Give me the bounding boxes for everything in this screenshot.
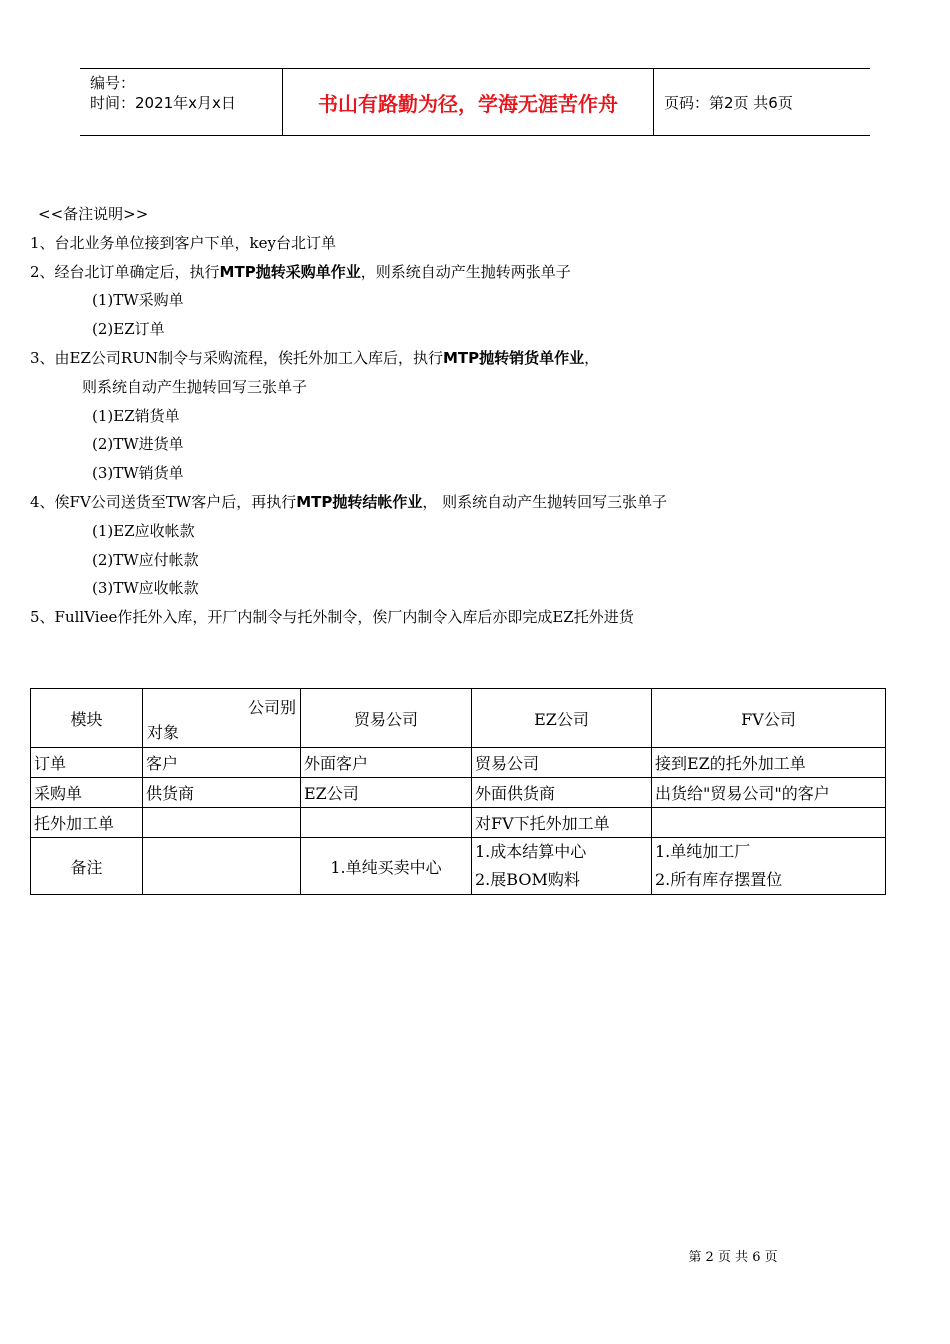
table-cell <box>143 838 301 895</box>
table-cell: 贸易公司 <box>472 748 652 778</box>
table-row-remark <box>31 838 886 895</box>
note-text: 2、经台北订单确定后，执行 <box>30 262 220 281</box>
table-cell: 采购单 <box>31 778 143 808</box>
note-sub-item: (2)TW应付帐款 <box>92 550 199 569</box>
page-header <box>80 68 870 136</box>
header-page-label: 页码：第2页 共6页 <box>664 93 793 112</box>
note-item-3 <box>30 344 910 373</box>
header-object: 对象 <box>147 723 180 742</box>
header-trade-company: 贸易公司 <box>301 689 472 748</box>
note-text: 3、由EZ公司RUN制令与采购流程，俟托外加工入库后，执行 <box>30 348 443 367</box>
table-cell: 外面客户 <box>301 748 472 778</box>
note-item-3-cont: 则系统自动产生抛转回写三张单子 <box>82 377 308 396</box>
remark-ez-line: 2.展BOM购料 <box>475 870 580 889</box>
note-bold-text: MTP抛转结帐作业 <box>296 492 423 511</box>
note-item-1: 1、台北业务单位接到客户下单，key台北订单 <box>30 233 336 252</box>
remark-fv-line: 1.单纯加工厂 <box>655 842 751 861</box>
table-cell <box>301 808 472 838</box>
note-sub-item: (1)EZ销货单 <box>92 406 180 425</box>
remark-fv <box>652 838 886 895</box>
remark-label: 备注 <box>31 838 143 895</box>
note-sub-item: (1)TW采购单 <box>92 291 184 310</box>
table-cell: 客户 <box>143 748 301 778</box>
number-label: 编号： <box>90 74 136 92</box>
remark-fv-line: 2.所有库存摆置位 <box>655 870 783 889</box>
header-company-type: 公司别 <box>247 698 296 717</box>
table-cell: 订单 <box>31 748 143 778</box>
company-document-table <box>30 688 886 895</box>
remark-ez <box>472 838 652 895</box>
table-row <box>31 748 886 778</box>
note-sub-item: (1)EZ应收帐款 <box>92 521 195 540</box>
note-text: ，则系统自动产生抛转两张单子 <box>360 262 571 281</box>
note-sub-item: (2)EZ订单 <box>92 320 165 339</box>
page-footer <box>0 1246 950 1265</box>
note-bold-text: MTP抛转销货单作业 <box>442 348 585 367</box>
note-text: 4、俟FV公司送货至TW客户后，再执行 <box>30 492 297 511</box>
table-cell: 对FV下托外加工单 <box>472 808 652 838</box>
remarks-title: <<备注说明>> <box>38 205 149 223</box>
table-cell: 供货商 <box>143 778 301 808</box>
note-item-5: 5、FullViee作托外入库，开厂内制令与托外制令，俟厂内制令入库后亦即完成EZ托外进货 <box>30 608 634 627</box>
note-item-2 <box>30 258 910 287</box>
note-text: ， 则系统自动产生抛转回写三张单子 <box>422 492 668 511</box>
note-item-4 <box>30 488 910 517</box>
footer-page-number: 第 2 页 共 6 页 <box>688 1250 778 1265</box>
header-fv-company: FV公司 <box>652 689 886 748</box>
date-label: 时间：2021年x月x日 <box>90 94 236 112</box>
table-cell: 出货给"贸易公司"的客户 <box>652 778 886 808</box>
table-cell: 外面供货商 <box>472 778 652 808</box>
table-row <box>31 808 886 838</box>
note-text: ， <box>584 348 600 367</box>
remark-trade: 1.单纯买卖中心 <box>301 838 472 895</box>
header-diagonal-cell <box>143 689 301 748</box>
header-module: 模块 <box>31 689 143 748</box>
header-ez-company: EZ公司 <box>472 689 652 748</box>
table-cell: EZ公司 <box>301 778 472 808</box>
note-sub-item: (3)TW应收帐款 <box>92 579 199 598</box>
table-row <box>31 778 886 808</box>
header-meta <box>80 69 282 135</box>
table-cell <box>652 808 886 838</box>
header-motto: 书山有路勤为径，学海无涯苦作舟 <box>282 69 654 135</box>
note-sub-item: (2)TW进货单 <box>92 435 184 454</box>
note-bold-text: MTP抛转采购单作业 <box>219 262 361 281</box>
table-cell: 托外加工单 <box>31 808 143 838</box>
table-cell: 接到EZ的托外加工单 <box>652 748 886 778</box>
table-cell <box>143 808 301 838</box>
table-header-row <box>31 689 886 748</box>
remark-ez-line: 1.成本结算中心 <box>475 842 587 861</box>
note-sub-item: (3)TW销货单 <box>92 464 184 483</box>
remarks-section <box>30 200 910 632</box>
